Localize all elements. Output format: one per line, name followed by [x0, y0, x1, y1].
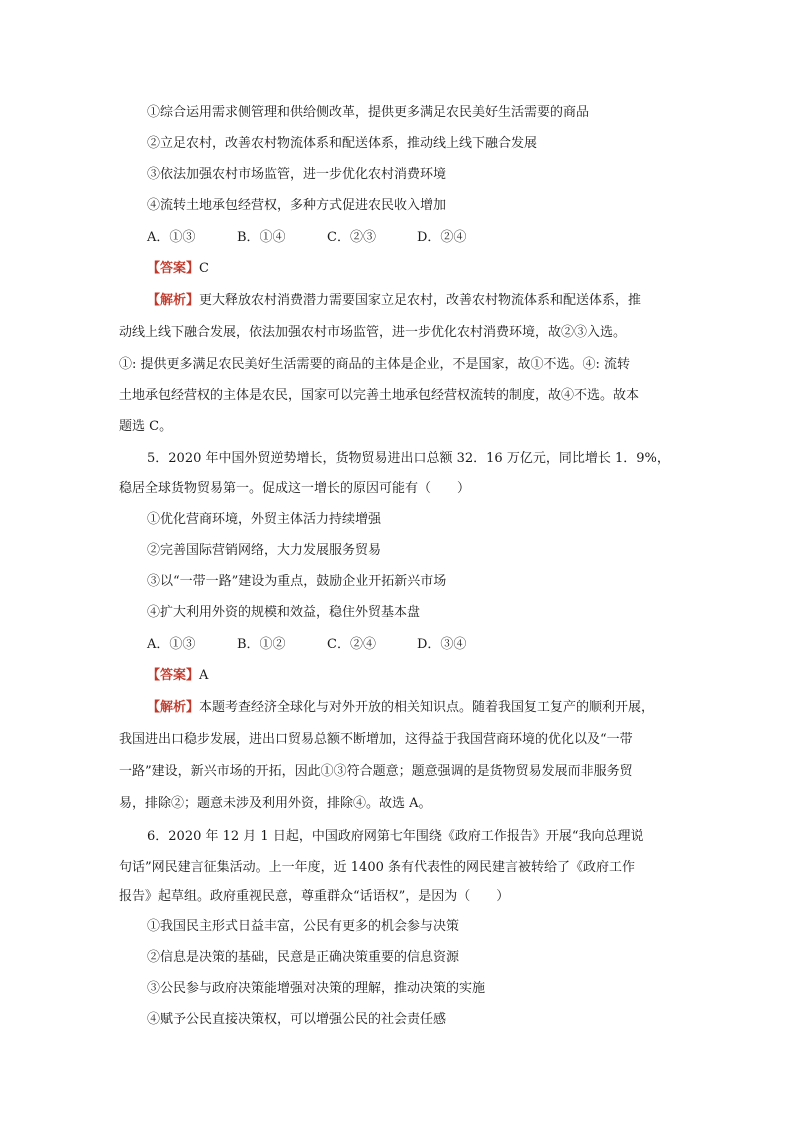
q4-choice-c: C．②③ — [327, 230, 376, 245]
q5-analysis-line-2: 我国进出口稳步发展，进出口贸易总额不断增加，这得益于我国营商环境的优化以及“一带 — [119, 732, 633, 747]
q5-stem-line-2: 稳居全球货物贸易第一。促成这一增长的原因可能有（ ） — [119, 481, 471, 496]
q5-option-3: ③以“一带一路”建设为重点，鼓励企业开拓新兴市场 — [147, 574, 447, 589]
analysis-tag: 【解析】 — [147, 293, 200, 308]
analysis-text: 更大释放农村消费潜力需要国家立足农村，改善农村物流体系和配送体系，推 — [199, 293, 642, 308]
q4-choices — [147, 229, 466, 247]
q5-option-1: ①优化营商环境，外贸主体活力持续增强 — [147, 512, 382, 527]
analysis-tag: 【解析】 — [147, 700, 200, 715]
analysis-text: 本题考查经济全球化与对外开放的相关知识点。随着我国复工复产的顺利开展， — [199, 700, 655, 715]
q5-choices — [147, 636, 466, 654]
q6-option-1: ①我国民主形式日益丰富，公民有更多的机会参与决策 — [147, 919, 460, 934]
q5-choice-a: A．①③ — [147, 637, 196, 652]
q6-option-3: ③公民参与政府决策能增强对决策的理解，推动决策的实施 — [147, 981, 486, 996]
q5-analysis-line-1 — [147, 699, 654, 717]
q4-option-3: ③依法加强农村市场监管，进一步优化农村消费环境 — [147, 167, 447, 182]
q5-analysis-line-4: 易，排除②；题意未涉及利用外资，排除④。故选 A。 — [119, 796, 432, 811]
q4-analysis-line-2: 动线上线下融合发展，依法加强农村市场监管，进一步优化农村消费环境，故②③入选。 — [119, 325, 627, 340]
q4-choice-b: B．①④ — [237, 230, 286, 245]
q6-option-2: ②信息是决策的基础，民意是正确决策重要的信息资源 — [147, 950, 460, 965]
answer-value: A — [199, 668, 209, 683]
answer-tag: 【答案】 — [147, 261, 200, 276]
q6-stem-line-1: 6．2020 年 12 月 1 日起，中国政府网第七年围绕《政府工作报告》开展“我向总理说 — [147, 829, 644, 844]
q4-choice-d: D．②④ — [417, 230, 467, 245]
q6-stem-line-2: 句话”网民建言征集活动。上一年度，近 1400 条有代表性的网民建言被转给了《政府工作 — [119, 860, 635, 875]
q4-analysis-line-1 — [147, 292, 641, 310]
q4-option-2: ②立足农村，改善农村物流体系和配送体系，推动线上线下融合发展 — [147, 136, 538, 151]
q6-stem-line-3: 报告》起草组。政府重视民意，尊重群众“话语权”，是因为（ ） — [119, 889, 510, 904]
q5-analysis-line-3: 一路”建设，新兴市场的开拓，因此①③符合题意；题意强调的是货物贸易发展而非服务贸 — [119, 764, 633, 779]
q4-analysis-line-3: ①: 提供更多满足农民美好生活需要的商品的主体是企业，不是国家，故①不选。④: 流转 — [119, 357, 631, 372]
q5-choice-b: B．①② — [237, 637, 286, 652]
q4-choice-a: A．①③ — [147, 230, 196, 245]
q4-option-1: ①综合运用需求侧管理和供给侧改革，提供更多满足农民美好生活需要的商品 — [147, 105, 590, 120]
q6-option-4: ④赋予公民直接决策权，可以增强公民的社会责任感 — [147, 1012, 447, 1027]
q5-answer — [147, 667, 208, 685]
q5-stem-line-1: 5．2020 年中国外贸逆势增长，货物贸易进出口总额 32．16 万亿元，同比增长 1．9%， — [147, 451, 670, 466]
q5-choice-c: C．②④ — [327, 637, 376, 652]
q5-option-2: ②完善国际营销网络，大力发展服务贸易 — [147, 543, 382, 558]
q4-option-4: ④流转土地承包经营权，多种方式促进农民收入增加 — [147, 198, 447, 213]
q4-answer — [147, 260, 209, 278]
answer-tag: 【答案】 — [147, 668, 200, 683]
q5-choice-d: D．③④ — [417, 637, 467, 652]
q4-analysis-line-4: 土地承包经营权的主体是农民，国家可以完善土地承包经营权流转的制度，故④不选。故本 — [119, 388, 640, 403]
q4-analysis-line-5: 题选 C。 — [119, 419, 173, 434]
q5-option-4: ④扩大利用外资的规模和效益，稳住外贸基本盘 — [147, 605, 421, 620]
answer-value: C — [199, 261, 209, 276]
